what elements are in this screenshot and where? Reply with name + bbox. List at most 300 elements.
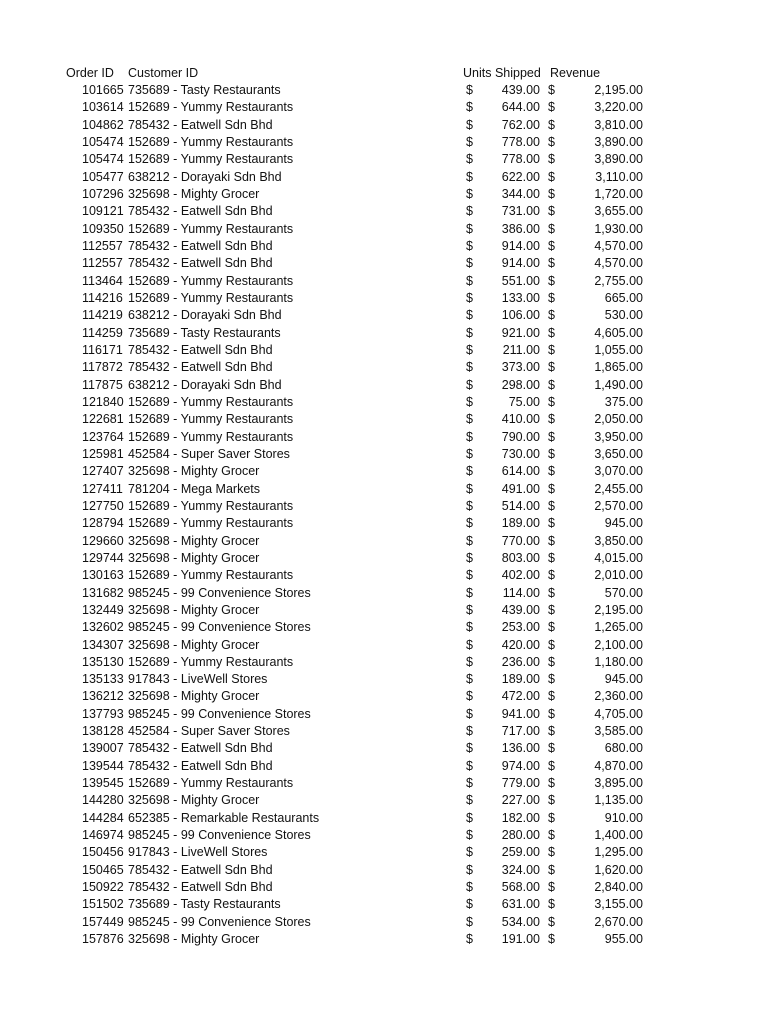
customer-cell: 325698 - Mighty Grocer (128, 533, 260, 548)
units-shipped-cell: 974.00 (501, 758, 540, 773)
units-shipped-cell: 551.00 (501, 273, 540, 288)
units-shipped-cell: 779.00 (501, 776, 540, 791)
units-shipped-cell: 344.00 (501, 186, 540, 201)
table-row (0, 203, 768, 220)
table-row (0, 775, 768, 792)
customer-cell: 452584 - Super Saver Stores (128, 724, 290, 739)
units-currency-symbol: $ (466, 100, 473, 115)
revenue-cell: 3,650.00 (594, 446, 643, 461)
units-shipped-cell: 189.00 (501, 672, 540, 687)
revenue-cell: 4,570.00 (594, 238, 643, 253)
units-shipped-cell: 259.00 (501, 845, 540, 860)
revenue-currency-symbol: $ (548, 620, 555, 635)
revenue-cell: 1,055.00 (594, 342, 643, 357)
units-currency-symbol: $ (466, 394, 473, 409)
revenue-currency-symbol: $ (548, 308, 555, 323)
table-row (0, 931, 768, 948)
units-currency-symbol: $ (466, 672, 473, 687)
revenue-currency-symbol: $ (548, 828, 555, 843)
customer-cell: 785432 - Eatwell Sdn Bhd (128, 880, 273, 895)
order-id-cell: 129744 (82, 550, 124, 565)
header-units-shipped: Units Shipped (463, 66, 541, 80)
table-row (0, 359, 768, 376)
table-row (0, 567, 768, 584)
revenue-currency-symbol: $ (548, 880, 555, 895)
units-currency-symbol: $ (466, 308, 473, 323)
table-row (0, 221, 768, 238)
header-order-id: Order ID (66, 66, 114, 80)
table-row (0, 117, 768, 134)
units-shipped-cell: 730.00 (501, 446, 540, 461)
customer-cell: 152689 - Yummy Restaurants (128, 516, 294, 531)
customer-cell: 735689 - Tasty Restaurants (128, 83, 281, 97)
header-revenue: Revenue (550, 66, 601, 80)
customer-cell: 985245 - 99 Convenience Stores (128, 914, 311, 929)
customer-cell: 985245 - 99 Convenience Stores (128, 585, 311, 600)
revenue-cell: 3,850.00 (594, 533, 643, 548)
customer-cell: 785432 - Eatwell Sdn Bhd (128, 204, 273, 219)
revenue-cell: 3,155.00 (594, 897, 643, 912)
customer-cell: 917843 - LiveWell Stores (128, 672, 268, 687)
revenue-currency-symbol: $ (548, 793, 555, 808)
units-currency-symbol: $ (466, 654, 473, 669)
customer-cell: 985245 - 99 Convenience Stores (128, 828, 311, 843)
customer-cell: 785432 - Eatwell Sdn Bhd (128, 117, 273, 132)
table-row (0, 585, 768, 602)
units-currency-symbol: $ (466, 117, 473, 132)
revenue-cell: 945.00 (604, 672, 643, 687)
units-shipped-cell: 941.00 (501, 706, 540, 721)
table-row (0, 758, 768, 775)
table-row (0, 169, 768, 186)
units-currency-symbol: $ (466, 550, 473, 565)
customer-cell: 735689 - Tasty Restaurants (128, 325, 281, 340)
units-currency-symbol: $ (466, 932, 473, 947)
order-id-cell: 132602 (82, 620, 124, 635)
units-shipped-cell: 731.00 (501, 204, 540, 219)
revenue-cell: 3,585.00 (594, 724, 643, 739)
customer-cell: 785432 - Eatwell Sdn Bhd (128, 741, 273, 756)
table-row (0, 238, 768, 255)
revenue-currency-symbol: $ (548, 776, 555, 791)
customer-cell: 325698 - Mighty Grocer (128, 689, 260, 704)
order-id-cell: 150456 (82, 845, 124, 860)
units-currency-symbol: $ (466, 897, 473, 912)
customer-cell: 785432 - Eatwell Sdn Bhd (128, 360, 273, 375)
order-id-cell: 104862 (82, 117, 124, 132)
customer-cell: 325698 - Mighty Grocer (128, 637, 260, 652)
order-id-cell: 103614 (82, 100, 124, 115)
units-shipped-cell: 921.00 (501, 325, 540, 340)
order-id-cell: 134307 (82, 637, 124, 652)
revenue-currency-symbol: $ (548, 914, 555, 929)
revenue-currency-symbol: $ (548, 498, 555, 513)
order-id-cell: 132449 (82, 602, 124, 617)
revenue-cell: 910.00 (604, 810, 643, 825)
revenue-cell: 1,620.00 (594, 862, 643, 877)
order-id-cell: 135133 (82, 672, 124, 687)
units-shipped-cell: 136.00 (501, 741, 540, 756)
units-shipped-cell: 778.00 (501, 134, 540, 149)
table-row (0, 671, 768, 688)
order-id-cell: 112557 (82, 238, 123, 253)
revenue-currency-symbol: $ (548, 724, 555, 739)
order-id-cell: 146974 (82, 828, 124, 843)
order-id-cell: 122681 (82, 412, 124, 427)
revenue-cell: 1,265.00 (594, 620, 643, 635)
order-id-cell: 157876 (82, 932, 124, 947)
order-id-cell: 105474 (82, 134, 124, 149)
revenue-cell: 2,100.00 (594, 637, 643, 652)
customer-cell: 638212 - Dorayaki Sdn Bhd (128, 308, 282, 323)
customer-cell: 985245 - 99 Convenience Stores (128, 706, 311, 721)
units-currency-symbol: $ (466, 689, 473, 704)
units-shipped-cell: 410.00 (501, 412, 540, 427)
units-shipped-cell: 236.00 (501, 654, 540, 669)
table-row (0, 810, 768, 827)
customer-cell: 152689 - Yummy Restaurants (128, 412, 294, 427)
units-shipped-cell: 914.00 (501, 256, 540, 271)
units-currency-symbol: $ (466, 238, 473, 253)
customer-cell: 652385 - Remarkable Restaurants (128, 810, 320, 825)
revenue-currency-symbol: $ (548, 481, 555, 496)
table-row (0, 255, 768, 272)
table-row (0, 879, 768, 896)
table-row (0, 844, 768, 861)
units-shipped-cell: 491.00 (501, 481, 540, 496)
table-row (0, 186, 768, 203)
units-shipped-cell: 227.00 (501, 793, 540, 808)
table-row (0, 688, 768, 705)
revenue-cell: 3,810.00 (594, 117, 643, 132)
revenue-currency-symbol: $ (548, 412, 555, 427)
revenue-currency-symbol: $ (548, 342, 555, 357)
units-currency-symbol: $ (466, 741, 473, 756)
units-shipped-cell: 614.00 (501, 464, 540, 479)
units-shipped-cell: 298.00 (501, 377, 540, 392)
units-currency-symbol: $ (466, 706, 473, 721)
customer-cell: 985245 - 99 Convenience Stores (128, 620, 311, 635)
table-row (0, 463, 768, 480)
units-currency-symbol: $ (466, 516, 473, 531)
table-row (0, 706, 768, 723)
table-row (0, 515, 768, 532)
customer-cell: 325698 - Mighty Grocer (128, 464, 260, 479)
revenue-cell: 2,840.00 (594, 880, 643, 895)
customer-cell: 325698 - Mighty Grocer (128, 186, 260, 201)
units-currency-symbol: $ (466, 776, 473, 791)
customer-cell: 917843 - LiveWell Stores (128, 845, 268, 860)
units-currency-symbol: $ (466, 83, 473, 97)
customer-cell: 152689 - Yummy Restaurants (128, 152, 294, 167)
revenue-currency-symbol: $ (548, 810, 555, 825)
table-row (0, 99, 768, 116)
units-currency-symbol: $ (466, 464, 473, 479)
units-shipped-cell: 644.00 (501, 100, 540, 115)
units-currency-symbol: $ (466, 290, 473, 305)
revenue-cell: 1,180.00 (594, 654, 643, 669)
revenue-cell: 2,455.00 (594, 481, 643, 496)
order-id-cell: 137793 (82, 706, 124, 721)
customer-cell: 152689 - Yummy Restaurants (128, 221, 294, 236)
revenue-currency-symbol: $ (548, 273, 555, 288)
order-id-cell: 109121 (82, 204, 124, 219)
units-shipped-cell: 253.00 (501, 620, 540, 635)
customer-cell: 325698 - Mighty Grocer (128, 602, 260, 617)
order-id-cell: 139545 (82, 776, 124, 791)
revenue-currency-symbol: $ (548, 256, 555, 271)
order-id-cell: 127411 (82, 481, 123, 496)
order-id-cell: 105477 (82, 169, 124, 184)
revenue-cell: 945.00 (604, 516, 643, 531)
order-id-cell: 138128 (82, 724, 124, 739)
units-currency-symbol: $ (466, 429, 473, 444)
table-row (0, 411, 768, 428)
revenue-currency-symbol: $ (548, 134, 555, 149)
units-shipped-cell: 106.00 (501, 308, 540, 323)
revenue-currency-symbol: $ (548, 550, 555, 565)
table-row (0, 290, 768, 307)
units-currency-symbol: $ (466, 377, 473, 392)
units-currency-symbol: $ (466, 793, 473, 808)
revenue-currency-symbol: $ (548, 637, 555, 652)
revenue-currency-symbol: $ (548, 100, 555, 115)
revenue-currency-symbol: $ (548, 672, 555, 687)
revenue-cell: 2,050.00 (594, 412, 643, 427)
revenue-cell: 375.00 (604, 394, 643, 409)
units-shipped-cell: 191.00 (501, 932, 540, 947)
units-currency-symbol: $ (466, 412, 473, 427)
order-id-cell: 151502 (82, 897, 124, 912)
customer-cell: 152689 - Yummy Restaurants (128, 654, 294, 669)
customer-cell: 785432 - Eatwell Sdn Bhd (128, 256, 273, 271)
revenue-currency-symbol: $ (548, 360, 555, 375)
revenue-currency-symbol: $ (548, 377, 555, 392)
units-shipped-cell: 790.00 (501, 429, 540, 444)
order-id-cell: 114216 (82, 290, 123, 305)
table-row (0, 740, 768, 757)
customer-cell: 325698 - Mighty Grocer (128, 550, 260, 565)
units-shipped-cell: 914.00 (501, 238, 540, 253)
customer-cell: 152689 - Yummy Restaurants (128, 776, 294, 791)
order-id-cell: 105474 (82, 152, 124, 167)
units-shipped-cell: 514.00 (501, 498, 540, 513)
revenue-cell: 680.00 (604, 741, 643, 756)
revenue-currency-symbol: $ (548, 758, 555, 773)
customer-cell: 152689 - Yummy Restaurants (128, 100, 294, 115)
order-id-cell: 139007 (82, 741, 124, 756)
revenue-cell: 3,655.00 (594, 204, 643, 219)
revenue-cell: 3,220.00 (594, 100, 643, 115)
customer-cell: 152689 - Yummy Restaurants (128, 498, 294, 513)
revenue-currency-symbol: $ (548, 689, 555, 704)
table-row (0, 82, 768, 99)
units-currency-symbol: $ (466, 446, 473, 461)
customer-cell: 152689 - Yummy Restaurants (128, 134, 294, 149)
units-currency-symbol: $ (466, 273, 473, 288)
order-id-cell: 144284 (82, 810, 124, 825)
revenue-cell: 1,865.00 (594, 360, 643, 375)
units-currency-symbol: $ (466, 585, 473, 600)
customer-cell: 452584 - Super Saver Stores (128, 446, 290, 461)
table-row (0, 792, 768, 809)
revenue-cell: 1,720.00 (594, 186, 643, 201)
units-currency-symbol: $ (466, 880, 473, 895)
revenue-currency-symbol: $ (548, 152, 555, 167)
order-id-cell: 127750 (82, 498, 124, 513)
table-row (0, 498, 768, 515)
units-shipped-cell: 189.00 (501, 516, 540, 531)
revenue-cell: 3,890.00 (594, 152, 643, 167)
revenue-currency-symbol: $ (548, 117, 555, 132)
order-id-cell: 130163 (82, 568, 124, 583)
order-id-cell: 128794 (82, 516, 124, 531)
revenue-currency-symbol: $ (548, 932, 555, 947)
order-id-cell: 144280 (82, 793, 124, 808)
units-shipped-cell: 770.00 (501, 533, 540, 548)
table-row (0, 342, 768, 359)
units-currency-symbol: $ (466, 828, 473, 843)
units-shipped-cell: 386.00 (501, 221, 540, 236)
revenue-currency-symbol: $ (548, 706, 555, 721)
revenue-cell: 2,670.00 (594, 914, 643, 929)
units-shipped-cell: 622.00 (501, 169, 540, 184)
order-id-cell: 135130 (82, 654, 124, 669)
units-currency-symbol: $ (466, 498, 473, 513)
units-shipped-cell: 439.00 (501, 602, 540, 617)
units-shipped-cell: 420.00 (501, 637, 540, 652)
order-id-cell: 123764 (82, 429, 124, 444)
units-currency-symbol: $ (466, 602, 473, 617)
revenue-cell: 1,295.00 (594, 845, 643, 860)
units-currency-symbol: $ (466, 862, 473, 877)
revenue-currency-symbol: $ (548, 238, 555, 253)
customer-cell: 152689 - Yummy Restaurants (128, 429, 294, 444)
customer-cell: 152689 - Yummy Restaurants (128, 290, 294, 305)
table-row (0, 827, 768, 844)
revenue-cell: 955.00 (604, 932, 643, 947)
units-shipped-cell: 75.00 (508, 394, 540, 409)
units-currency-symbol: $ (466, 169, 473, 184)
table-row (0, 550, 768, 567)
units-shipped-cell: 114.00 (502, 585, 540, 600)
customer-cell: 785432 - Eatwell Sdn Bhd (128, 758, 273, 773)
units-shipped-cell: 211.00 (502, 342, 540, 357)
units-currency-symbol: $ (466, 360, 473, 375)
order-id-cell: 109350 (82, 221, 124, 236)
revenue-cell: 3,895.00 (594, 776, 643, 791)
revenue-cell: 3,890.00 (594, 134, 643, 149)
units-shipped-cell: 717.00 (501, 724, 540, 739)
revenue-currency-symbol: $ (548, 654, 555, 669)
units-shipped-cell: 534.00 (501, 914, 540, 929)
table-row (0, 481, 768, 498)
revenue-cell: 665.00 (604, 290, 643, 305)
table-row (0, 619, 768, 636)
order-id-cell: 107296 (82, 186, 124, 201)
order-id-cell: 112557 (82, 256, 123, 271)
order-id-cell: 127407 (82, 464, 124, 479)
revenue-currency-symbol: $ (548, 325, 555, 340)
units-currency-symbol: $ (466, 221, 473, 236)
units-currency-symbol: $ (466, 724, 473, 739)
units-currency-symbol: $ (466, 204, 473, 219)
table-row (0, 896, 768, 913)
units-currency-symbol: $ (466, 568, 473, 583)
revenue-cell: 1,930.00 (594, 221, 643, 236)
order-id-cell: 131682 (82, 585, 124, 600)
units-shipped-cell: 762.00 (501, 117, 540, 132)
revenue-currency-symbol: $ (548, 897, 555, 912)
customer-cell: 152689 - Yummy Restaurants (128, 568, 294, 583)
units-shipped-cell: 133.00 (501, 290, 540, 305)
customer-cell: 325698 - Mighty Grocer (128, 932, 260, 947)
table-body (0, 82, 768, 948)
revenue-currency-symbol: $ (548, 741, 555, 756)
revenue-currency-symbol: $ (548, 290, 555, 305)
revenue-cell: 4,015.00 (594, 550, 643, 565)
units-currency-symbol: $ (466, 134, 473, 149)
units-currency-symbol: $ (466, 637, 473, 652)
table-row (0, 723, 768, 740)
revenue-currency-symbol: $ (548, 169, 555, 184)
units-currency-symbol: $ (466, 533, 473, 548)
order-id-cell: 150922 (82, 880, 124, 895)
table-row (0, 429, 768, 446)
revenue-cell: 4,870.00 (594, 758, 643, 773)
revenue-currency-symbol: $ (548, 464, 555, 479)
revenue-cell: 4,570.00 (594, 256, 643, 271)
revenue-currency-symbol: $ (548, 533, 555, 548)
order-id-cell: 150465 (82, 862, 124, 877)
revenue-cell: 530.00 (604, 308, 643, 323)
table-row (0, 602, 768, 619)
order-id-cell: 129660 (82, 533, 124, 548)
table-row (0, 446, 768, 463)
units-shipped-cell: 402.00 (501, 568, 540, 583)
revenue-currency-symbol: $ (548, 516, 555, 531)
revenue-currency-symbol: $ (548, 585, 555, 600)
units-shipped-cell: 778.00 (501, 152, 540, 167)
revenue-cell: 2,010.00 (594, 568, 643, 583)
customer-cell: 785432 - Eatwell Sdn Bhd (128, 238, 273, 253)
revenue-cell: 1,490.00 (594, 377, 643, 392)
revenue-currency-symbol: $ (548, 429, 555, 444)
units-shipped-cell: 568.00 (501, 880, 540, 895)
units-currency-symbol: $ (466, 152, 473, 167)
revenue-currency-symbol: $ (548, 568, 555, 583)
units-shipped-cell: 472.00 (501, 689, 540, 704)
order-id-cell: 114259 (82, 325, 123, 340)
units-currency-symbol: $ (466, 810, 473, 825)
order-id-cell: 125981 (82, 446, 124, 461)
units-currency-symbol: $ (466, 342, 473, 357)
revenue-cell: 1,400.00 (594, 828, 643, 843)
revenue-cell: 1,135.00 (594, 793, 643, 808)
table-row (0, 654, 768, 671)
units-shipped-cell: 324.00 (501, 862, 540, 877)
order-id-cell: 113464 (82, 273, 123, 288)
table-row (0, 307, 768, 324)
table-row (0, 914, 768, 931)
order-id-cell: 139544 (82, 758, 124, 773)
customer-cell: 152689 - Yummy Restaurants (128, 273, 294, 288)
table-row (0, 862, 768, 879)
customer-cell: 785432 - Eatwell Sdn Bhd (128, 342, 273, 357)
revenue-currency-symbol: $ (548, 394, 555, 409)
table-row (0, 637, 768, 654)
revenue-cell: 570.00 (604, 585, 643, 600)
